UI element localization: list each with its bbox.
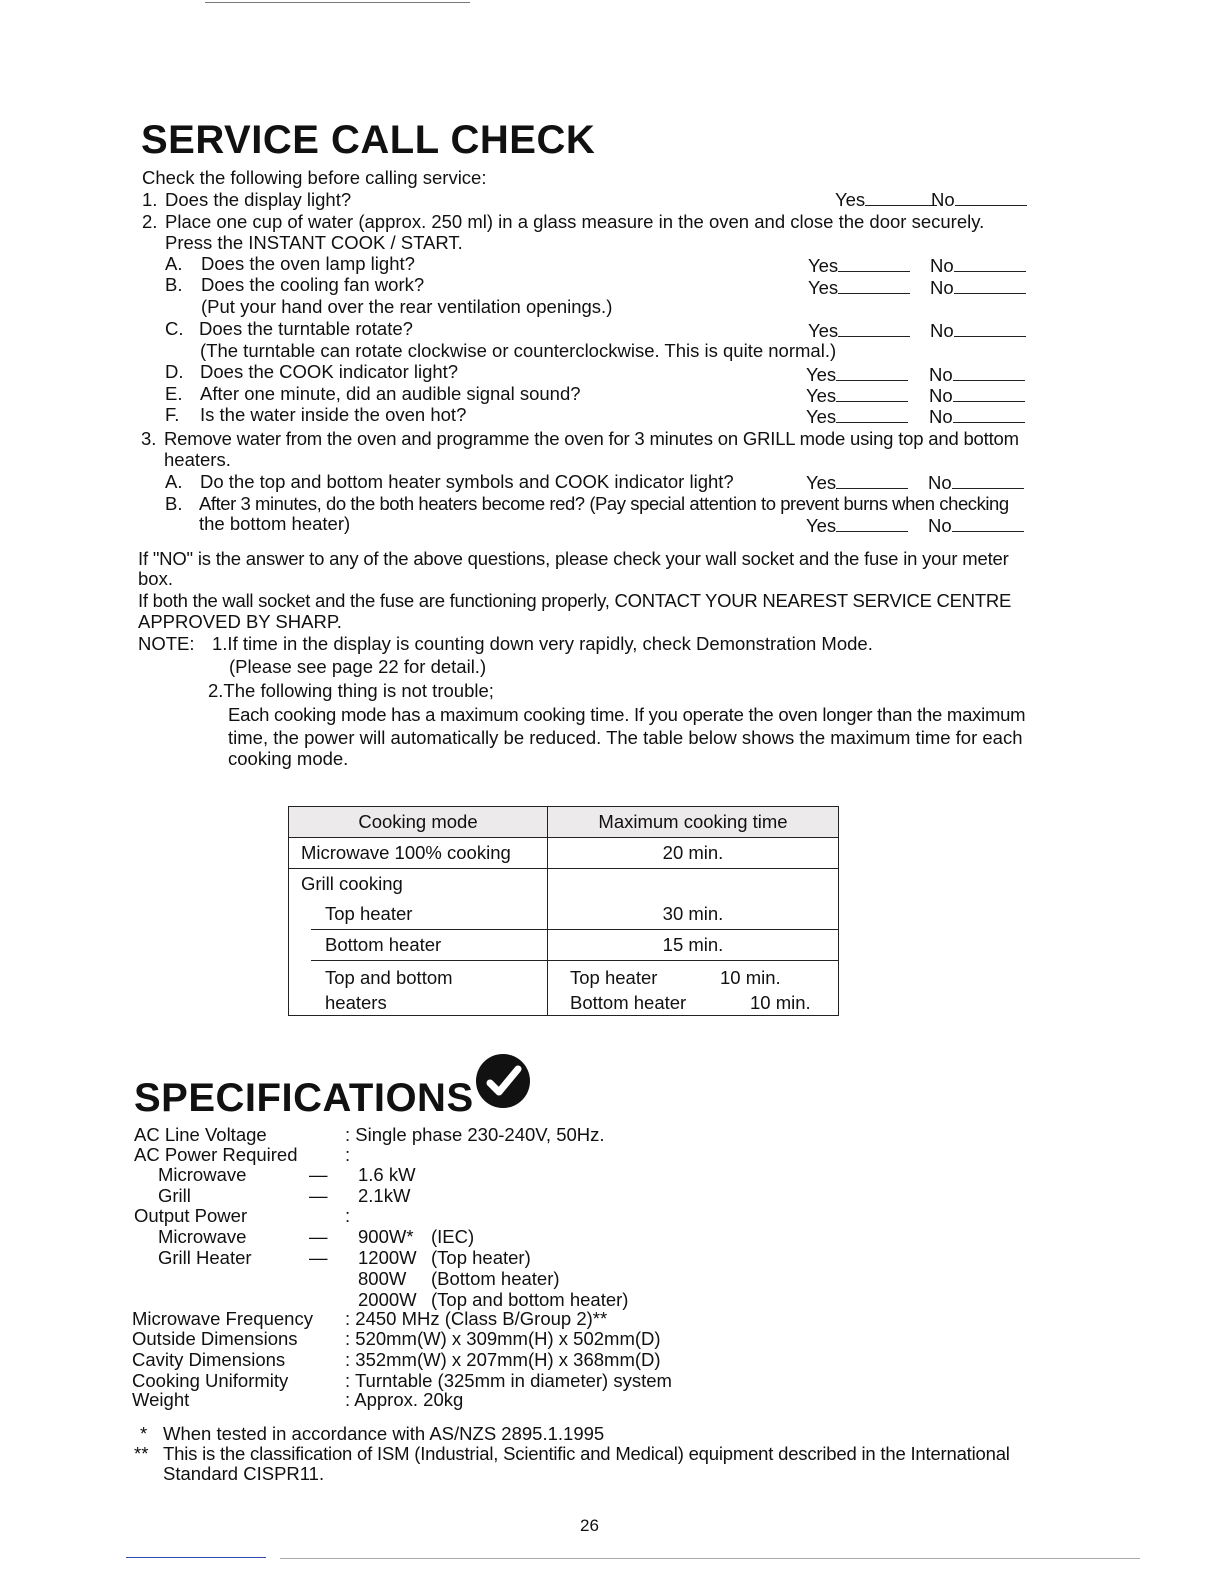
page-number: 26 [580, 1516, 599, 1535]
tb-top-time: 10 min. [720, 967, 781, 988]
mode-bottom-heater-label: Bottom heater [325, 934, 442, 955]
spec-frequency-label: Microwave Frequency [132, 1308, 313, 1329]
q1-text: Does the display light? [165, 189, 352, 210]
service-call-check-title: SERVICE CALL CHECK [141, 118, 596, 162]
q2b-text: Does the cooling fan work? [201, 274, 425, 295]
q3-num: 3. [141, 428, 157, 449]
table-row [289, 961, 839, 1016]
q2e-text: After one minute, did an audible signal sound? [200, 383, 581, 404]
spec-op-grill2-value: 800W [358, 1268, 407, 1289]
spec-op-microwave-label: Microwave [158, 1226, 247, 1247]
if-no-line1: If "NO" is the answer to any of the above questions, please check your wall socket and the fuse in your meter [138, 548, 1009, 569]
q2d-no: No [929, 364, 1025, 386]
q1-num: 1. [142, 189, 158, 210]
time-top-heater: 30 min. [548, 899, 839, 930]
footnote2-mark: ** [134, 1443, 149, 1464]
tb-bottom-time: 10 min. [750, 992, 811, 1013]
q2b-note: (Put your hand over the rear ventilation openings.) [201, 296, 613, 317]
note2-line1: Each cooking mode has a maximum cooking time. If you operate the oven longer than the maximum [228, 704, 1026, 725]
spec-pr-grill-label: Grill [158, 1185, 191, 1206]
mode-microwave: Microwave 100% cooking [289, 838, 548, 869]
q3b-letter: B. [165, 493, 183, 514]
spec-ac-line-voltage-label: AC Line Voltage [134, 1124, 267, 1145]
q3a-no: No [928, 472, 1024, 494]
spec-op-grill-label: Grill Heater [158, 1247, 252, 1268]
q2a-text: Does the oven lamp light? [201, 253, 415, 274]
q3a-yes: Yes [806, 472, 908, 494]
spec-outside-value: : 520mm(W) x 309mm(H) x 502mm(D) [345, 1328, 661, 1349]
header-max-time: Maximum cooking time [548, 807, 839, 838]
spec-op-grill-value: 1200W [358, 1247, 417, 1268]
q2a-no: No [930, 255, 1026, 277]
q1-no: No [931, 189, 1027, 211]
spec-output-power-value: : [345, 1205, 351, 1226]
scan-line-bottom [280, 1558, 1140, 1559]
q2e-no: No [929, 385, 1025, 407]
note2-line3: cooking mode. [228, 748, 349, 769]
q2b-letter: B. [165, 274, 183, 295]
q2e-letter: E. [165, 383, 183, 404]
q2-text: Place one cup of water (approx. 250 ml) in a glass measure in the oven and close the door securely. [165, 211, 985, 232]
q3a-text: Do the top and bottom heater symbols and COOK indicator light? [200, 471, 734, 492]
note1-detail: (Please see page 22 for detail.) [229, 656, 487, 677]
spec-pr-microwave-label: Microwave [158, 1164, 247, 1185]
note-label: NOTE: [138, 633, 195, 654]
spec-op-grill-note: (Top heater) [431, 1247, 531, 1268]
spec-ac-line-voltage-value: : Single phase 230-240V, 50Hz. [345, 1124, 605, 1145]
mode-top-bottom [289, 961, 548, 1016]
footnote2-text: This is the classification of ISM (Industrial, Scientific and Medical) equipment described in the International [163, 1443, 1010, 1464]
spec-op-grill3-note: (Top and bottom heater) [431, 1289, 629, 1310]
spec-ac-power-label: AC Power Required [134, 1144, 298, 1165]
spec-op-microwave-value: 900W* [358, 1226, 414, 1247]
spec-cavity-value: : 352mm(W) x 207mm(H) x 368mm(D) [345, 1349, 661, 1370]
q2c-letter: C. [165, 318, 184, 339]
c-tick-compliance-mark-icon [474, 1052, 532, 1110]
spec-frequency-value: : 2450 MHz (Class B/Group 2)** [345, 1308, 608, 1329]
if-both-line1: If both the wall socket and the fuse are functioning properly, CONTACT YOUR NEAREST SERVICE CENTRE [138, 590, 1012, 611]
mode-bottom-heater [289, 930, 548, 961]
q2c-no: No [930, 320, 1026, 342]
spec-pr-microwave-value: 1.6 kW [358, 1164, 416, 1185]
spec-ac-power-value: : [345, 1144, 351, 1165]
spec-pr-microwave-dash: — [309, 1164, 328, 1185]
table-row [289, 838, 839, 869]
q2f-letter: F. [165, 404, 180, 425]
specifications-title: SPECIFICATIONS [134, 1076, 474, 1120]
note2-line2: time, the power will automatically be reduced. The table below shows the maximum time for each [228, 727, 1023, 748]
spec-op-grill3-value: 2000W [358, 1289, 417, 1310]
spec-uniformity-label: Cooking Uniformity [132, 1370, 289, 1391]
q2f-no: No [929, 406, 1025, 428]
q3b-no: No [928, 515, 1024, 537]
q2a-yes: Yes [808, 255, 910, 277]
q3-text2: heaters. [164, 449, 231, 470]
mode-top-bottom-line2: heaters [325, 991, 387, 1013]
note1-text: 1.If time in the display is counting down very rapidly, check Demonstration Mode. [212, 633, 873, 654]
q2-text2: Press the INSTANT COOK / START. [165, 232, 463, 253]
q3b-text2: the bottom heater) [199, 513, 351, 534]
scan-line-top [205, 2, 470, 3]
mode-top-heater: Top heater [289, 899, 548, 930]
q3-text: Remove water from the oven and programme the oven for 3 minutes on GRILL mode using top and bottom [164, 428, 1019, 449]
scan-line-bottom-left [126, 1557, 266, 1558]
table-row [289, 899, 839, 930]
table-header-row [289, 807, 839, 838]
q2e-yes: Yes [806, 385, 908, 407]
q2a-letter: A. [165, 253, 183, 274]
spec-uniformity-value: : Turntable (325mm in diameter) system [345, 1370, 672, 1391]
table-row [289, 869, 839, 900]
q2-num: 2. [142, 211, 158, 232]
row-divider [311, 929, 547, 930]
row-divider [311, 960, 547, 961]
q2d-yes: Yes [806, 364, 908, 386]
spec-op-microwave-dash: — [309, 1226, 328, 1247]
time-grill-empty [548, 869, 839, 900]
spec-weight-value: : Approx. 20kg [345, 1389, 464, 1410]
q2d-text: Does the COOK indicator light? [200, 361, 459, 382]
footnote1-mark: * [140, 1423, 148, 1444]
mode-grill: Grill cooking [289, 869, 548, 900]
q2b-yes: Yes [808, 277, 910, 299]
q3b-yes: Yes [806, 515, 908, 537]
q2f-text: Is the water inside the oven hot? [200, 404, 467, 425]
header-cooking-mode: Cooking mode [289, 807, 548, 838]
spec-op-grill2-note: (Bottom heater) [431, 1268, 560, 1289]
mode-top-bottom-line1: Top and bottom [325, 966, 453, 988]
spec-output-power-label: Output Power [134, 1205, 248, 1226]
time-microwave: 20 min. [548, 838, 839, 869]
max-cooking-time-table [288, 806, 839, 1016]
time-bottom-heater: 15 min. [548, 930, 839, 961]
spec-pr-grill-value: 2.1kW [358, 1185, 411, 1206]
table-row [289, 930, 839, 961]
q3b-text: After 3 minutes, do the both heaters become red? (Pay special attention to prevent burns when checking [199, 493, 1009, 514]
spec-outside-label: Outside Dimensions [132, 1328, 298, 1349]
time-top-bottom [548, 961, 839, 1016]
intro-text: Check the following before calling service: [142, 167, 487, 188]
spec-op-grill-dash: — [309, 1247, 328, 1268]
spec-cavity-label: Cavity Dimensions [132, 1349, 286, 1370]
q2c-note: (The turntable can rotate clockwise or counterclockwise. This is quite normal.) [200, 340, 837, 361]
q3a-letter: A. [165, 471, 183, 492]
q2c-text: Does the turntable rotate? [199, 318, 413, 339]
spec-weight-label: Weight [132, 1389, 190, 1410]
tb-bottom-label: Bottom heater [570, 992, 687, 1013]
q2c-yes: Yes [808, 320, 910, 342]
q2b-no: No [930, 277, 1026, 299]
spec-pr-grill-dash: — [309, 1185, 328, 1206]
q2f-yes: Yes [806, 406, 908, 428]
q2d-letter: D. [165, 361, 184, 382]
if-no-line2: box. [138, 568, 173, 589]
note2-text: 2.The following thing is not trouble; [208, 680, 494, 701]
if-both-line2: APPROVED BY SHARP. [138, 611, 342, 632]
tb-top-label: Top heater [570, 967, 658, 988]
footnote1-text: When tested in accordance with AS/NZS 2895.1.1995 [163, 1423, 605, 1444]
q1-yes: Yes [835, 189, 937, 211]
footnote2-text2: Standard CISPR11. [163, 1463, 325, 1484]
spec-op-microwave-note: (IEC) [431, 1226, 475, 1247]
